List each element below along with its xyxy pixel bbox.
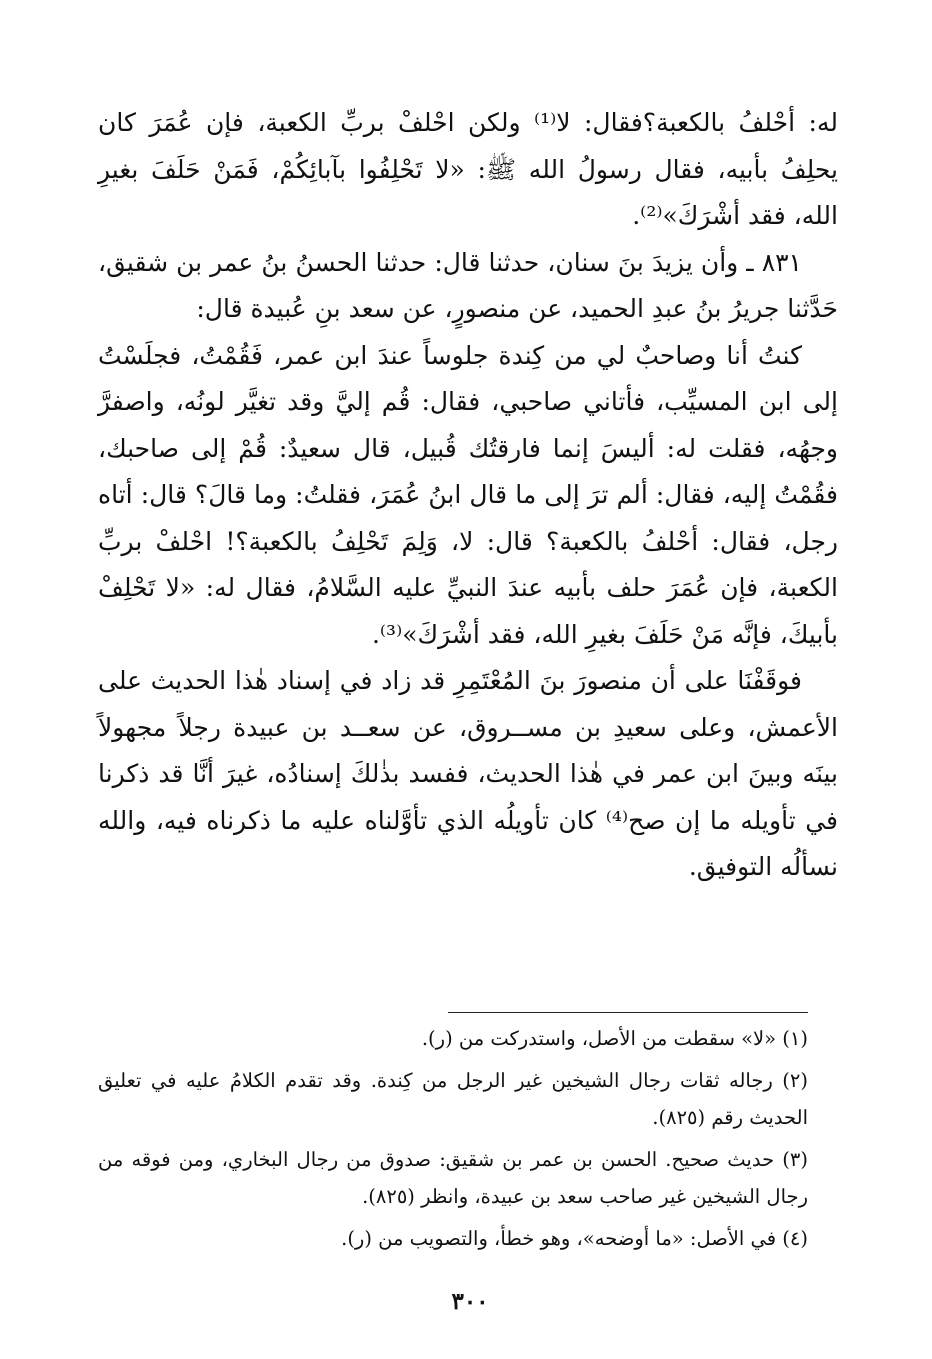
footnote-1: (١) «لا» سقطت من الأصل، واستدركت من (ر). bbox=[421, 1027, 808, 1050]
footnotes bbox=[98, 1020, 808, 1262]
hadith-831-isnad: ٨٣١ ـ وأن يزيدَ بنَ سنان، حدثنا قال: حدثنا الحسنُ بنُ عمر بن شقيق، حَدَّثنا جريرُ بنُ عبدِ الحميد، عن منصورٍ، عن سعد بنِ عُبيدة قال: bbox=[98, 247, 838, 323]
hadith-831-matn: كنتُ أنا وصاحبٌ لي من كِندة جلوساً عندَ ابن عمر، فَقُمْتُ، فجلَسْتُ إلى ابن المسيِّب، فأتاني صاحبي، فقال: قُم إليَّ وقد تغيَّر لونُه، واصفرَّ وجهُه، فقلت له: أليسَ إنما فارقتُك قُبيل، قال سعيدٌ: قُمْ إلى صاحبك، فقُمْتُ إليه، فقال: ألم ترَ إلى ما قال ابنُ عُمَرَ، فقلتُ: وما قالَ؟ قال: أتاه رجل، فقال: أحْلفُ بالكعبة؟ قال: لا، وَلِمَ تَحْلِفُ بالكعبة؟! احْلفْ بربِّ الكعبة، فإن عُمَرَ حلف بأبيه عندَ النبيِّ عليه السَّلامُ، فقال له: «لا تَحْلِفْ بأبيكَ، فإنَّه مَنْ حَلَفَ بغيرِ الله، فقد أشْرَكَ»⁽³⁾. bbox=[98, 340, 839, 649]
main-text bbox=[98, 100, 838, 891]
footnote-divider bbox=[448, 1012, 808, 1013]
paragraph-continuation: له: أحْلفُ بالكعبة؟فقال: لا⁽¹⁾ ولكن احْلفْ بربِّ الكعبة، فإن عُمَرَ كان يحلِفُ بأبيه، فقال رسولُ الله ﷺ: «لا تَحْلِفُوا بآبائِكُمْ، فَمَنْ حَلَفَ بغيرِ الله، فقد أشْرَكَ»⁽²⁾. bbox=[98, 108, 838, 230]
page-number: ٣٠٠ bbox=[451, 1288, 489, 1315]
commentary-paragraph: فوقَفْنَا على أن منصورَ بنَ المُعْتَمِرِ قد زاد في إسناد هٰذا الحديث على الأعمش، وعلى سعيدِ بن مســروق، عن سعــد بن عبيدة رجلاً مجهولاً بينَه وبينَ ابن عمر في هٰذا الحديث، ففسد بذٰلكَ إسنادُه، غيرَ أنَّا قد ذكرنا في تأويله ما إن صح⁽⁴⁾ كان تأويلُه الذي تأوَّلناه عليه ما ذكرناه فيه، والله نسألُه التوفيق. bbox=[98, 666, 838, 881]
footnote-4: (٤) في الأصل: «ما أوضحه»، وهو خطأ، والتصويب من (ر). bbox=[341, 1227, 808, 1250]
footnote-2: (٢) رجاله ثقات رجال الشيخين غير الرجل من كِندة. وقد تقدم الكلامُ عليه في تعليق الحديث رقم (٨٢٥). bbox=[98, 1069, 808, 1129]
footnote-3: (٣) حديث صحيح. الحسن بن عمر بن شقيق: صدوق من رجال البخاري، ومن فوقه من رجال الشيخين غير صاحب سعد بن عبيدة، وانظر (٨٢٥). bbox=[98, 1148, 808, 1208]
